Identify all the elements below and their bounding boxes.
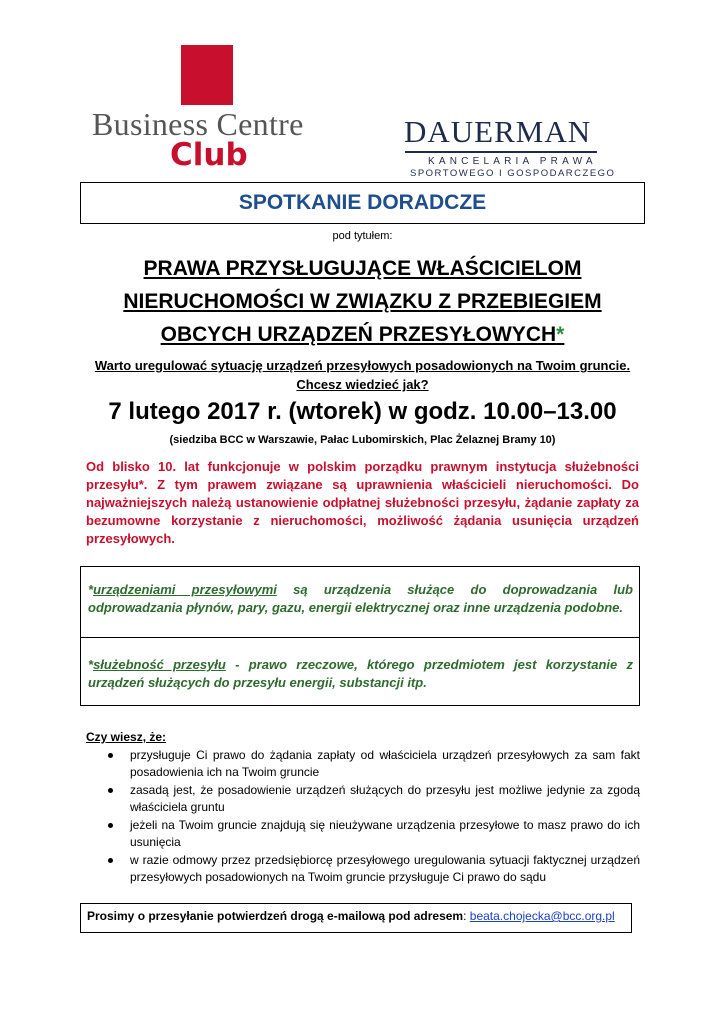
list-item-text: w razie odmowy przez przedsiębiorcę przesyłowego uregulowania sytuacji faktycznej urządzeń przesyłowych posadowionych na Twoim gruncie przysługuje Ci prawo do sądu [130, 853, 640, 884]
list-item [106, 852, 640, 886]
definition-2 [88, 656, 633, 692]
definition-2-text: - prawo rzeczowe, którego przedmiotem jest korzystanie z urządzeń służących do przesyłu energii, substancji itp. [88, 657, 633, 690]
list-item [106, 747, 640, 781]
list-item-text: jeżeli na Twoim gruncie znajdują się nieużywane urządzenia przesyłowe to masz prawo do ich usunięcia [130, 818, 640, 849]
main-title-star: * [556, 323, 565, 346]
event-venue: (siedziba BCC w Warszawie, Pałac Lubomirskich, Plac Żelaznej Bramy 10) [169, 434, 556, 446]
definition-2-term: służebność przesyłu [93, 657, 226, 672]
bullet-icon [108, 823, 113, 828]
lead-line2: Chcesz wiedzieć jak? [296, 377, 429, 392]
dauerman-logo-divider [405, 151, 597, 153]
list-item-text: przysługuje Ci prawo do żądania zapłaty od właściciela urządzeń przesyłowych za sam fakt posadowienia ich na Twoim gruncie [130, 748, 640, 779]
main-title-line3 [80, 318, 645, 351]
bcc-logo-name: Business Centre [92, 106, 304, 142]
list-item-text: zasadą jest, że posadowienie urządzeń służących do przesyłu jest możliwe jedynie za zgodą właściciela gruntu [130, 783, 640, 814]
confirmation-colon: : [463, 909, 470, 923]
did-you-know-list [106, 747, 640, 887]
definition-1-prefix: * [88, 582, 94, 597]
main-title [80, 252, 645, 351]
bcc-logo-square [181, 45, 233, 105]
confirmation-email-link[interactable]: beata.chojecka@bcc.org.pl [469, 909, 615, 923]
bullet-icon [108, 788, 113, 793]
definition-1-text: są urządzenia służące do doprowadzania lub odprowadzania płynów, pary, gazu, energii elektrycznej oraz inne urządzenia podobne. [88, 582, 633, 615]
intro-paragraph: Od blisko 10. lat funkcjonuje w polskim porządku prawnym instytucja służebności przesyłu*. Z tym prawem związane są uprawnienia właścicieli nieruchomości. Do najważniejszych należą ustanowienie odpłatnej służebności przesyłu, żądanie zapłaty za bezumowne korzystanie z nieruchomości, możliwość żądania usunięcia urządzeń przesyłowych. [86, 459, 639, 546]
page-title: SPOTKANIE DORADCZE [238, 191, 487, 214]
page-title-box [80, 182, 645, 224]
lead-line1: Warto uregulować sytuację urządzeń przesyłowych posadowionych na Twoim gruncie. [94, 358, 631, 373]
dauerman-logo-line1: KANCELARIA PRAWA [428, 156, 597, 167]
subtitle: pod tytułem: [332, 230, 393, 242]
definition-1-term: urządzeniami przesyłowymi [93, 582, 277, 597]
list-item [106, 782, 640, 816]
main-title-line2: NIERUCHOMOŚCI W ZWIĄZKU Z PRZEBIEGIEM [123, 290, 602, 313]
lead-text [80, 356, 645, 394]
bcc-logo-club: Club [170, 137, 248, 173]
confirmation-label: Prosimy o przesyłanie potwierdzeń drogą e-mailową pod adresem [87, 909, 464, 923]
main-title-line3-text: OBCYCH URZĄDZEŃ PRZESYŁOWYCH [160, 323, 557, 346]
did-you-know-heading: Czy wiesz, że: [86, 730, 167, 744]
event-date: 7 lutego 2017 r. (wtorek) w godz. 10.00–13.00 [108, 398, 617, 425]
bullet-icon [108, 753, 113, 758]
list-item [106, 817, 640, 851]
definition-1 [88, 581, 633, 617]
definition-2-prefix: * [88, 657, 94, 672]
main-title-line1: PRAWA PRZYSŁUGUJĄCE WŁAŚCICIELOM [143, 257, 582, 280]
definitions-divider [80, 637, 640, 638]
dauerman-logo-name: DAUERMAN [404, 114, 592, 149]
bullet-icon [108, 858, 113, 863]
confirmation-box [80, 903, 632, 933]
dauerman-logo-line2: SPORTOWEGO I GOSPODARCZEGO [410, 168, 616, 179]
